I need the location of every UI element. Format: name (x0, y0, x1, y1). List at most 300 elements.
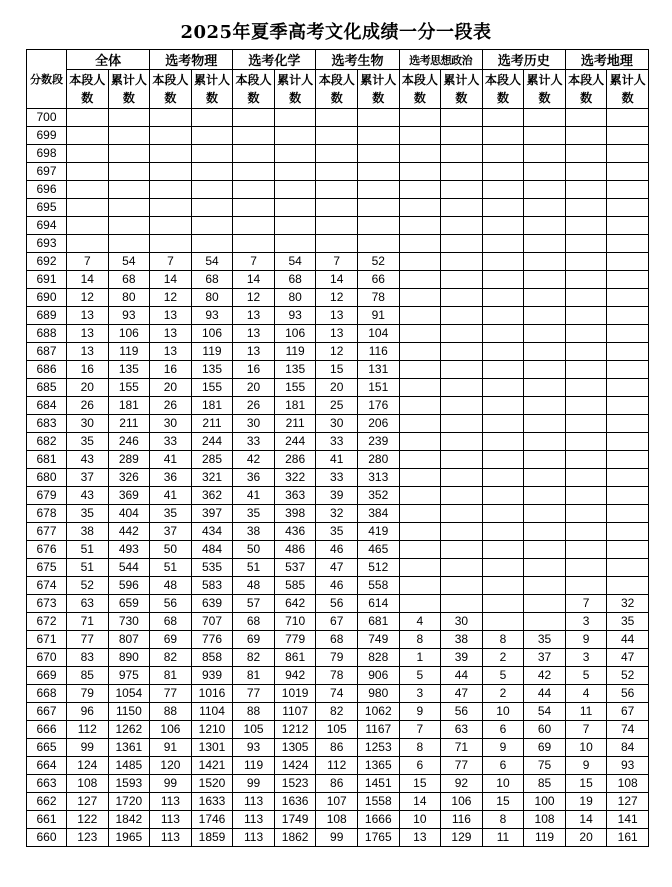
segment-count-cell (482, 343, 524, 361)
segment-count-cell (565, 145, 607, 163)
cumulative-count-cell (441, 181, 483, 199)
cumulative-count-cell: 1859 (191, 829, 233, 847)
segment-count-cell (482, 289, 524, 307)
group-header-chemistry: 选考化学 (233, 50, 316, 70)
table-body (27, 109, 649, 847)
cumulative-count-cell (108, 199, 150, 217)
segment-count-cell: 12 (67, 289, 109, 307)
segment-count-cell: 30 (150, 415, 192, 433)
cumulative-count-cell (191, 181, 233, 199)
cumulative-count-cell (441, 541, 483, 559)
cumulative-count-cell: 535 (191, 559, 233, 577)
segment-count-cell: 119 (233, 757, 275, 775)
segment-count-cell (233, 109, 275, 127)
segment-count-cell: 46 (316, 541, 358, 559)
cumulative-count-cell: 890 (108, 649, 150, 667)
cumulative-count-cell: 776 (191, 631, 233, 649)
segment-count-cell (67, 199, 109, 217)
segment-count-cell: 35 (316, 523, 358, 541)
cumulative-count-cell: 211 (274, 415, 316, 433)
cumulative-count-cell: 537 (274, 559, 316, 577)
cumulative-count-cell (524, 415, 566, 433)
table-row (27, 577, 649, 595)
cumulative-count-cell: 161 (607, 829, 649, 847)
cumulative-count-cell: 321 (191, 469, 233, 487)
segment-count-cell: 36 (233, 469, 275, 487)
cumulative-count-cell: 135 (274, 361, 316, 379)
segment-count-cell (482, 235, 524, 253)
segment-count-cell: 30 (233, 415, 275, 433)
segment-count-cell (233, 199, 275, 217)
segment-count-cell (482, 361, 524, 379)
segment-count-cell: 20 (565, 829, 607, 847)
table-row (27, 667, 649, 685)
table-row (27, 487, 649, 505)
cumulative-count-cell (607, 109, 649, 127)
segment-count-cell (565, 289, 607, 307)
sub-header-cumulative-count: 累计人数 (441, 70, 483, 109)
cumulative-count-cell: 1633 (191, 793, 233, 811)
segment-count-cell: 13 (150, 325, 192, 343)
segment-count-cell (399, 559, 441, 577)
cumulative-count-cell: 54 (524, 703, 566, 721)
segment-count-cell: 85 (67, 667, 109, 685)
cumulative-count-cell: 1485 (108, 757, 150, 775)
segment-count-cell: 99 (67, 739, 109, 757)
sub-header-cumulative-count: 累计人数 (357, 70, 399, 109)
cumulative-count-cell: 1520 (191, 775, 233, 793)
segment-count-cell: 77 (150, 685, 192, 703)
segment-count-cell: 113 (150, 811, 192, 829)
segment-count-cell: 120 (150, 757, 192, 775)
segment-count-cell: 113 (233, 829, 275, 847)
cumulative-count-cell (357, 181, 399, 199)
cumulative-count-cell: 37 (524, 649, 566, 667)
segment-count-cell (565, 127, 607, 145)
cumulative-count-cell: 38 (441, 631, 483, 649)
cumulative-count-cell: 30 (441, 613, 483, 631)
segment-count-cell: 122 (67, 811, 109, 829)
segment-count-cell: 74 (316, 685, 358, 703)
cumulative-count-cell (191, 217, 233, 235)
cumulative-count-cell (607, 415, 649, 433)
cumulative-count-cell: 244 (191, 433, 233, 451)
cumulative-count-cell (524, 541, 566, 559)
score-column-header: 分数段 (27, 50, 67, 109)
score-cell: 663 (27, 775, 67, 793)
segment-count-cell: 30 (67, 415, 109, 433)
cumulative-count-cell (441, 451, 483, 469)
segment-count-cell (482, 145, 524, 163)
cumulative-count-cell (524, 235, 566, 253)
segment-count-cell: 71 (67, 613, 109, 631)
segment-count-cell: 7 (565, 595, 607, 613)
segment-count-cell: 15 (482, 793, 524, 811)
cumulative-count-cell (357, 163, 399, 181)
segment-count-cell (399, 397, 441, 415)
cumulative-count-cell (191, 163, 233, 181)
cumulative-count-cell: 1666 (357, 811, 399, 829)
score-cell: 685 (27, 379, 67, 397)
score-cell: 673 (27, 595, 67, 613)
cumulative-count-cell: 85 (524, 775, 566, 793)
score-cell: 669 (27, 667, 67, 685)
segment-count-cell (316, 181, 358, 199)
cumulative-count-cell (607, 271, 649, 289)
segment-count-cell: 13 (67, 343, 109, 361)
sub-header-cumulative-count: 累计人数 (607, 70, 649, 109)
cumulative-count-cell: 980 (357, 685, 399, 703)
cumulative-count-cell (607, 289, 649, 307)
cumulative-count-cell: 1765 (357, 829, 399, 847)
cumulative-count-cell: 419 (357, 523, 399, 541)
score-cell: 665 (27, 739, 67, 757)
segment-count-cell (399, 253, 441, 271)
cumulative-count-cell: 60 (524, 721, 566, 739)
cumulative-count-cell (441, 433, 483, 451)
segment-count-cell: 41 (150, 487, 192, 505)
cumulative-count-cell: 1301 (191, 739, 233, 757)
segment-count-cell: 56 (316, 595, 358, 613)
cumulative-count-cell (357, 235, 399, 253)
cumulative-count-cell (607, 559, 649, 577)
table-row (27, 271, 649, 289)
cumulative-count-cell (441, 415, 483, 433)
cumulative-count-cell: 596 (108, 577, 150, 595)
segment-count-cell (482, 325, 524, 343)
cumulative-count-cell (607, 433, 649, 451)
cumulative-count-cell (607, 235, 649, 253)
score-cell: 660 (27, 829, 67, 847)
segment-count-cell: 48 (150, 577, 192, 595)
segment-count-cell: 57 (233, 595, 275, 613)
cumulative-count-cell (607, 181, 649, 199)
cumulative-count-cell: 68 (191, 271, 233, 289)
cumulative-count-cell: 779 (274, 631, 316, 649)
segment-count-cell (482, 217, 524, 235)
table-row (27, 343, 649, 361)
cumulative-count-cell: 39 (441, 649, 483, 667)
score-cell: 696 (27, 181, 67, 199)
cumulative-count-cell: 246 (108, 433, 150, 451)
cumulative-count-cell (441, 199, 483, 217)
table-row (27, 325, 649, 343)
segment-count-cell (233, 181, 275, 199)
table-row (27, 523, 649, 541)
cumulative-count-cell (607, 451, 649, 469)
table-row (27, 649, 649, 667)
table-row (27, 685, 649, 703)
segment-count-cell (482, 577, 524, 595)
segment-count-cell (399, 235, 441, 253)
cumulative-count-cell (524, 145, 566, 163)
cumulative-count-cell (441, 145, 483, 163)
cumulative-count-cell (607, 379, 649, 397)
score-cell: 692 (27, 253, 67, 271)
segment-count-cell: 99 (316, 829, 358, 847)
table-row (27, 163, 649, 181)
cumulative-count-cell: 80 (274, 289, 316, 307)
score-cell: 686 (27, 361, 67, 379)
segment-count-cell (150, 199, 192, 217)
segment-count-cell: 127 (67, 793, 109, 811)
cumulative-count-cell (607, 505, 649, 523)
segment-count-cell (67, 235, 109, 253)
segment-count-cell: 108 (67, 775, 109, 793)
cumulative-count-cell (524, 217, 566, 235)
segment-count-cell: 8 (399, 631, 441, 649)
table-row (27, 703, 649, 721)
cumulative-count-cell (441, 397, 483, 415)
cumulative-count-cell (108, 145, 150, 163)
segment-count-cell: 51 (67, 559, 109, 577)
cumulative-count-cell (441, 469, 483, 487)
segment-count-cell (482, 397, 524, 415)
segment-count-cell (565, 433, 607, 451)
segment-count-cell (399, 145, 441, 163)
cumulative-count-cell: 176 (357, 397, 399, 415)
cumulative-count-cell (274, 145, 316, 163)
segment-count-cell (67, 127, 109, 145)
table-row (27, 145, 649, 163)
cumulative-count-cell: 108 (607, 775, 649, 793)
segment-count-cell: 20 (150, 379, 192, 397)
cumulative-count-cell (357, 145, 399, 163)
cumulative-count-cell: 32 (607, 595, 649, 613)
segment-count-cell: 82 (233, 649, 275, 667)
score-distribution-table (26, 49, 649, 847)
cumulative-count-cell: 92 (441, 775, 483, 793)
cumulative-count-cell (607, 577, 649, 595)
cumulative-count-cell: 135 (191, 361, 233, 379)
segment-count-cell: 3 (399, 685, 441, 703)
segment-count-cell (399, 289, 441, 307)
group-header-politics: 选考思想政治 (399, 50, 482, 70)
segment-count-cell: 113 (150, 793, 192, 811)
cumulative-count-cell (441, 235, 483, 253)
cumulative-count-cell: 129 (441, 829, 483, 847)
score-cell: 681 (27, 451, 67, 469)
cumulative-count-cell: 681 (357, 613, 399, 631)
segment-count-cell: 68 (233, 613, 275, 631)
segment-count-cell: 82 (316, 703, 358, 721)
score-cell: 674 (27, 577, 67, 595)
segment-count-cell: 11 (565, 703, 607, 721)
cumulative-count-cell (607, 253, 649, 271)
cumulative-count-cell: 1451 (357, 775, 399, 793)
segment-count-cell: 30 (316, 415, 358, 433)
cumulative-count-cell (524, 595, 566, 613)
segment-count-cell: 13 (233, 343, 275, 361)
segment-count-cell: 69 (150, 631, 192, 649)
segment-count-cell: 7 (150, 253, 192, 271)
cumulative-count-cell: 47 (607, 649, 649, 667)
cumulative-count-cell: 91 (357, 307, 399, 325)
cumulative-count-cell (524, 127, 566, 145)
cumulative-count-cell: 1210 (191, 721, 233, 739)
cumulative-count-cell: 493 (108, 541, 150, 559)
table-row (27, 379, 649, 397)
segment-count-cell (565, 523, 607, 541)
cumulative-count-cell: 141 (607, 811, 649, 829)
segment-count-cell: 13 (150, 307, 192, 325)
segment-count-cell: 93 (233, 739, 275, 757)
table-row (27, 127, 649, 145)
segment-count-cell: 26 (150, 397, 192, 415)
segment-count-cell (482, 415, 524, 433)
cumulative-count-cell (524, 253, 566, 271)
cumulative-count-cell: 52 (357, 253, 399, 271)
cumulative-count-cell: 69 (524, 739, 566, 757)
cumulative-count-cell (524, 199, 566, 217)
sub-header-segment-count: 本段人数 (565, 70, 607, 109)
segment-count-cell: 5 (565, 667, 607, 685)
segment-count-cell (399, 271, 441, 289)
segment-count-cell: 67 (316, 613, 358, 631)
score-cell: 680 (27, 469, 67, 487)
segment-count-cell: 3 (565, 613, 607, 631)
segment-count-cell (565, 163, 607, 181)
cumulative-count-cell: 54 (191, 253, 233, 271)
cumulative-count-cell: 362 (191, 487, 233, 505)
cumulative-count-cell: 313 (357, 469, 399, 487)
cumulative-count-cell (441, 127, 483, 145)
score-cell: 670 (27, 649, 67, 667)
cumulative-count-cell (274, 217, 316, 235)
segment-count-cell: 35 (233, 505, 275, 523)
cumulative-count-cell: 1253 (357, 739, 399, 757)
table-row (27, 829, 649, 847)
cumulative-count-cell (607, 487, 649, 505)
segment-count-cell (150, 235, 192, 253)
segment-count-cell (399, 595, 441, 613)
segment-count-cell: 86 (316, 739, 358, 757)
cumulative-count-cell: 56 (441, 703, 483, 721)
segment-count-cell (233, 145, 275, 163)
cumulative-count-cell (441, 217, 483, 235)
cumulative-count-cell (441, 379, 483, 397)
segment-count-cell (482, 613, 524, 631)
segment-count-cell (565, 361, 607, 379)
cumulative-count-cell (524, 307, 566, 325)
segment-count-cell (399, 487, 441, 505)
segment-count-cell (565, 505, 607, 523)
segment-count-cell: 12 (233, 289, 275, 307)
segment-count-cell (482, 271, 524, 289)
cumulative-count-cell (607, 217, 649, 235)
segment-count-cell: 13 (67, 325, 109, 343)
cumulative-count-cell: 289 (108, 451, 150, 469)
segment-count-cell (399, 127, 441, 145)
score-cell: 664 (27, 757, 67, 775)
cumulative-count-cell (607, 343, 649, 361)
cumulative-count-cell: 44 (441, 667, 483, 685)
cumulative-count-cell (524, 523, 566, 541)
segment-count-cell: 42 (233, 451, 275, 469)
cumulative-count-cell: 1720 (108, 793, 150, 811)
segment-count-cell: 77 (67, 631, 109, 649)
segment-count-cell: 14 (150, 271, 192, 289)
segment-count-cell (233, 235, 275, 253)
cumulative-count-cell (108, 109, 150, 127)
segment-count-cell: 5 (399, 667, 441, 685)
cumulative-count-cell: 106 (441, 793, 483, 811)
segment-count-cell (565, 397, 607, 415)
score-cell: 676 (27, 541, 67, 559)
cumulative-count-cell: 244 (274, 433, 316, 451)
cumulative-count-cell (524, 487, 566, 505)
cumulative-count-cell (607, 541, 649, 559)
segment-count-cell: 41 (150, 451, 192, 469)
segment-count-cell: 48 (233, 577, 275, 595)
cumulative-count-cell (524, 451, 566, 469)
score-cell: 677 (27, 523, 67, 541)
cumulative-count-cell (524, 379, 566, 397)
table-row (27, 415, 649, 433)
table-row (27, 631, 649, 649)
segment-count-cell: 10 (565, 739, 607, 757)
cumulative-count-cell: 181 (274, 397, 316, 415)
cumulative-count-cell (191, 109, 233, 127)
segment-count-cell: 35 (67, 433, 109, 451)
segment-count-cell: 77 (233, 685, 275, 703)
segment-count-cell (565, 271, 607, 289)
segment-count-cell (233, 163, 275, 181)
segment-count-cell: 15 (399, 775, 441, 793)
table-row (27, 451, 649, 469)
cumulative-count-cell: 54 (108, 253, 150, 271)
cumulative-count-cell: 119 (191, 343, 233, 361)
cumulative-count-cell: 35 (607, 613, 649, 631)
group-header-all: 全体 (67, 50, 150, 70)
cumulative-count-cell: 384 (357, 505, 399, 523)
cumulative-count-cell: 35 (524, 631, 566, 649)
segment-count-cell (565, 109, 607, 127)
segment-count-cell: 52 (67, 577, 109, 595)
cumulative-count-cell (274, 163, 316, 181)
cumulative-count-cell: 93 (607, 757, 649, 775)
segment-count-cell: 1 (399, 649, 441, 667)
cumulative-count-cell: 286 (274, 451, 316, 469)
group-header-physics: 选考物理 (150, 50, 233, 70)
cumulative-count-cell: 1965 (108, 829, 150, 847)
cumulative-count-cell: 1862 (274, 829, 316, 847)
cumulative-count-cell: 397 (191, 505, 233, 523)
cumulative-count-cell (524, 325, 566, 343)
segment-count-cell (399, 325, 441, 343)
segment-count-cell: 33 (316, 469, 358, 487)
cumulative-count-cell: 93 (108, 307, 150, 325)
cumulative-count-cell (191, 199, 233, 217)
cumulative-count-cell: 1593 (108, 775, 150, 793)
cumulative-count-cell: 322 (274, 469, 316, 487)
cumulative-count-cell: 512 (357, 559, 399, 577)
segment-count-cell (482, 433, 524, 451)
cumulative-count-cell (274, 199, 316, 217)
cumulative-count-cell (524, 577, 566, 595)
cumulative-count-cell (607, 127, 649, 145)
segment-count-cell (316, 109, 358, 127)
segment-count-cell: 2 (482, 685, 524, 703)
segment-count-cell: 6 (482, 757, 524, 775)
segment-count-cell (399, 469, 441, 487)
cumulative-count-cell (524, 289, 566, 307)
cumulative-count-cell: 1636 (274, 793, 316, 811)
segment-count-cell (67, 163, 109, 181)
segment-count-cell: 47 (316, 559, 358, 577)
segment-count-cell: 41 (316, 451, 358, 469)
segment-count-cell: 69 (233, 631, 275, 649)
